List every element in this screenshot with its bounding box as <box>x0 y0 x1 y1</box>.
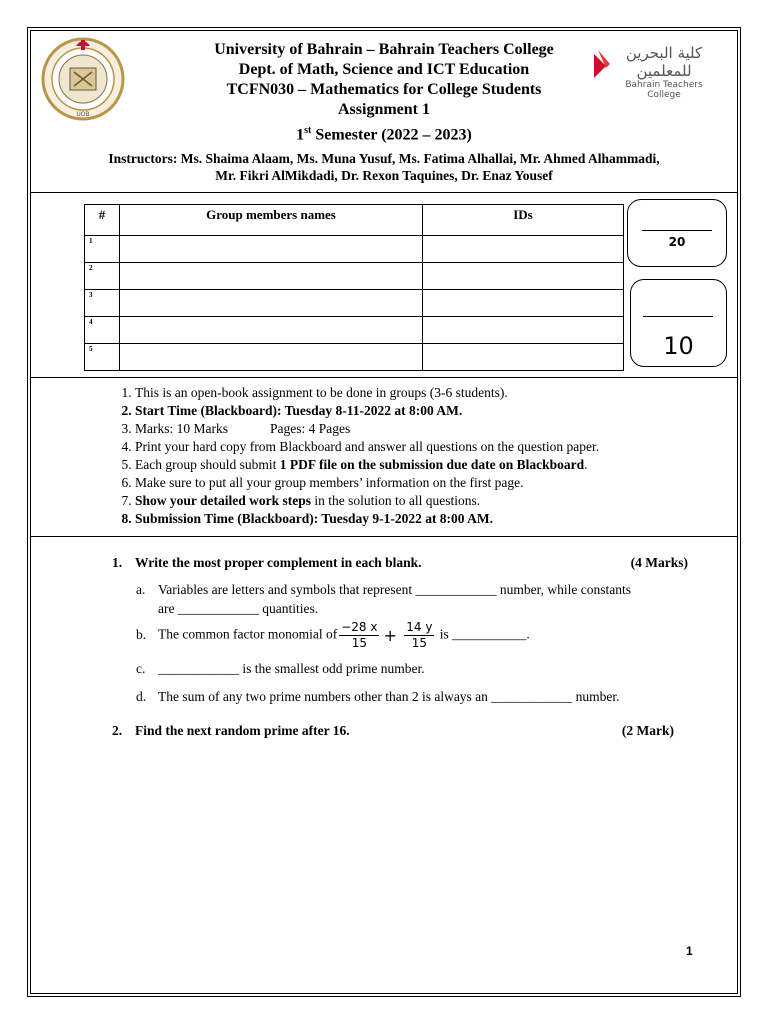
fraction-2: $\frac{14 y}{15}$ <box>406 620 433 650</box>
col-header-names: Group members names <box>120 205 423 236</box>
question-1b: b. The common factor monomial of $\frac{-28 x}{15}$ + $\frac{14 y}{15}$ is ___________. <box>136 620 530 650</box>
member-name-cell[interactable] <box>120 236 423 263</box>
instruction-item: 7. Show your detailed work steps in the solution to all questions. <box>135 492 715 510</box>
table-header-row <box>85 205 624 236</box>
group-members-table <box>84 204 624 371</box>
question-1-marks: (4 Marks) <box>630 555 688 570</box>
table-row <box>85 236 624 263</box>
fraction-1: $\frac{-28 x}{15}$ <box>341 620 378 650</box>
member-id-cell[interactable] <box>423 263 624 290</box>
question-1-number: 1. <box>112 555 123 570</box>
member-id-cell[interactable] <box>423 290 624 317</box>
question-2-title: Find the next random prime after 16. <box>135 723 350 738</box>
table-row <box>85 263 624 290</box>
score-box-line <box>643 316 713 317</box>
instruction-item: 6. Make sure to put all your group members’ information on the first page. <box>135 474 715 492</box>
instruction-item: 8. Submission Time (Blackboard): Tuesday 9-1-2022 at 8:00 AM. <box>135 510 715 528</box>
instructors-line-2: Mr. Fikri AlMikdadi, Dr. Rexon Taquines, Dr. Enaz Yousef <box>215 168 553 183</box>
instruction-item: 5. Each group should submit 1 PDF file on the submission due date on Blackboard. <box>135 456 715 474</box>
table-row <box>85 344 624 371</box>
row-number: 5 <box>85 344 120 371</box>
section-divider <box>30 536 738 537</box>
question-2-marks: (2 Mark) <box>621 723 674 738</box>
score-box-out-of-10 <box>630 279 727 367</box>
instruction-item: 3. Marks: 10 Marks Pages: 4 Pages <box>135 420 715 438</box>
member-id-cell[interactable] <box>423 317 624 344</box>
member-id-cell[interactable] <box>423 344 624 371</box>
score-box-line <box>642 230 712 231</box>
instruction-item: 1. This is an open-book assignment to be done in groups (3-6 students). <box>135 384 715 402</box>
header-semester: 1st Semester (2022 – 2023) <box>296 125 472 144</box>
col-header-number: # <box>85 205 120 236</box>
header-department: Dept. of Math, Science and ICT Education <box>238 61 530 78</box>
score-total-10: 10 <box>663 332 694 360</box>
question-1 <box>112 555 692 571</box>
svg-text:UOB: UOB <box>76 111 90 118</box>
member-name-cell[interactable] <box>120 344 423 371</box>
section-divider <box>30 192 738 193</box>
college-logo-arabic: كلية البحرين للمعلمين <box>625 44 703 80</box>
header-course: TCFN030 – Mathematics for College Students <box>226 81 542 98</box>
member-name-cell[interactable] <box>120 290 423 317</box>
document-header <box>30 40 738 146</box>
score-total-20: 20 <box>668 235 686 249</box>
section-divider <box>30 377 738 378</box>
page-number: 1 <box>686 944 693 958</box>
table-row <box>85 290 624 317</box>
row-number: 4 <box>85 317 120 344</box>
member-name-cell[interactable] <box>120 263 423 290</box>
row-number: 2 <box>85 263 120 290</box>
member-name-cell[interactable] <box>120 317 423 344</box>
instructions-list <box>93 384 715 528</box>
instructors-line-1: Instructors: Ms. Shaima Alaam, Ms. Muna Yusuf, Ms. Fatima Alhallai, Mr. Ahmed Alhammadi, <box>108 151 660 166</box>
header-assignment: Assignment 1 <box>337 101 430 118</box>
score-box-out-of-20 <box>627 199 727 267</box>
college-logo-caption: Bahrain Teachers College <box>625 80 703 100</box>
header-university: University of Bahrain – Bahrain Teachers College <box>214 41 554 58</box>
row-number: 3 <box>85 290 120 317</box>
instruction-item: 4. Print your hard copy from Blackboard and answer all questions on the question paper. <box>135 438 715 456</box>
question-1c: c. ____________ is the smallest odd prime number. <box>136 661 425 676</box>
table-row <box>85 317 624 344</box>
row-number: 1 <box>85 236 120 263</box>
question-1-title: Write the most proper complement in each blank. <box>135 555 422 570</box>
question-1a: a. Variables are letters and symbols that represent ____________ number, while constants are ____________ quantities. <box>136 582 631 616</box>
member-id-cell[interactable] <box>423 236 624 263</box>
question-2 <box>112 723 692 739</box>
question-1d: d. The sum of any two prime numbers other than 2 is always an ____________ number. <box>136 689 620 704</box>
col-header-ids: IDs <box>423 205 624 236</box>
question-2-number: 2. <box>112 723 123 738</box>
instruction-item: 2. Start Time (Blackboard): Tuesday 8-11-2022 at 8:00 AM. <box>135 402 715 420</box>
instructors <box>30 150 738 184</box>
